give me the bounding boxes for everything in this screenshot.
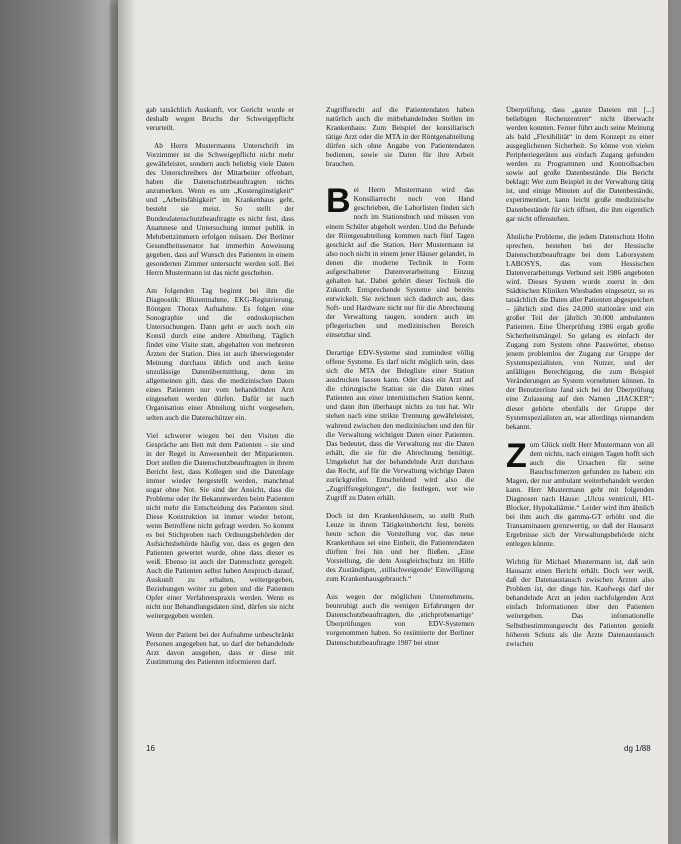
paragraph: Wichtig für Michael Mustermann ist, daß sein Hausarzt einen Bericht erhält. Doch wer weiß, daß der Datenaustausch zwischen Ärzten also Problem ist, der dinge hin. Kaufwegs darf der behandelnde Arzt an jeden nachfolgenden Arzt einfach Informationen über den Patienten weitergeben. Das infomationelle Selbstbestimmungsrecht des Patienten genießt höheren Schutz als die Ärzte Datenaustausch zwischen bbox=[506, 557, 654, 648]
paragraph-text: ei Herrn Mustermann wird das Konsiliarrecht noch von Hand geschrieben, die Laborlisten finden sich noch im Stationsbuch und müssen von einem Schüler abgeholt werden. Und die Befunde der Röntgenabteilung kommen nach fünf Tagen geschickt auf die Station. Herr Mustermann ist also noch nicht in einem jener Häuser gelandet, in denen die moderne Technik in Form aufgeschalteter Datenverarbeitung Einzug gehalten hat. Dabei gehört dieser Technik die Zukunft. Entsprechende Systeme sind bereits entwickelt. Sie zeichnen sich dadurch aus, dass Soft- und Hardware nicht nur für die Abrechnung der Verwaltung taugen, sondern auch im pflegerischen und medizinischen Bereich einsetzbar sind. bbox=[326, 185, 474, 340]
paragraph-text: um Glück stellt Herr Mustermann von all dem nichts, nach einigen Tagen hofft sich auch die Ursachen für seine Bauchschmerzen gefunden zu haben: ein Magen, der nur ambulant weiterbehandelt werden kann. Herr Mustermann geht mit folgenden Diagnosen nach Hause: „Ulcus ventriculi, H1-Blocker, Hypokaliämie.“ Leider wird ihm ähnlich bei ihm auch die gamma-GT erhöht und die Transaminasen grenzwertig, so daß der Hausarzt Ergebnisse sich der Verwaltungsbehörde nicht entlegen könnte. bbox=[506, 439, 654, 549]
paragraph: Überprüfung, dass „ganze Dateien mit [...] beliebigen Rechenzentren“ nicht überwacht werden konnten. Ferner führt auch seine Meinung als bald „Flexibilität“ in dem Konzept zu einer ausgeglichenen Sicherheit. So könne von vielen Peripheriegeräten aus einfach Zugang gefunden werden zu Programmen und Kontrollsachen sowie auf große Datenbestände. Die Bericht beklagt: Wer zum Beispiel in der Verwaltung tätig ist, und einige Minuten auf die Datenbestände, experimentiert, kann leicht große medizinische Datenbestände für sich öffnen, die ihm eigentlich gar nicht offenstehen. bbox=[506, 105, 654, 223]
paragraph: Zugriffsrecht auf die Patientendaten haben natürlich auch die mitbehandelnden Stellen im Krankenhaus: Zum Beispiel der konsiliarisch tätige Arzt oder die MTA in der Röntgenabteilung dürfen sich ohne Angabe von Patientendaten bedienen, sowie sie Daten für ihre Arbeit brauchen. bbox=[326, 105, 474, 169]
paragraph: gab tatsächlich Auskunft, vor Gericht wurde er deshalb wegen Bruchs der Schweigepflicht verurteilt. bbox=[146, 105, 294, 133]
dropcap-letter: Z bbox=[506, 436, 527, 475]
paragraph-with-dropcap bbox=[506, 436, 654, 549]
background-scan-edge bbox=[0, 0, 110, 844]
paragraph: Viel schwerer wiegen bei den Visiten die Gespräche am Bett mit dem Patienten – sie sind in der Regel in Anwesenheit der Mitpatienten. Dort stellen die Datenschutzbeauftragten in ihrem Bericht fest, dass Kollegen und die Datenlage immer wieder hergestellt werden, manchmal sogar ohne Not. Sie sind der Ansicht, dass die Probleme oder ihr Bekanntwerden beim Patienten nicht mehr die Entscheidung des Patienten sind. Diese Konstruktion ist immer wieder betont, wenn Betroffene nicht gefragt werden. So kommt es bei Stichproben nach Ordnungsbehörden der Aufsichtsbehörde häufig vor, dass es gegen den Patienten gewertet wurde, ohne dass dieser es weiß. Ebenso ist auch der Datenschutz geregelt. Auch die Patienten selbst haben Anspruch darauf, Auskunft zu erhalten, weitergegeben, Beziehungen weiter zu geben und die Patienten Opfer einer Verfahrenspraxis werden. Wenn es nicht nur Behandlungsdaten sind, dürfen sie nicht weitergegeben werden. bbox=[146, 430, 294, 621]
paragraph: Ab Herrn Mustermanns Unterschrift im Vorzimmer ist die Schweigepflicht nicht mehr gewährleistet, sondern auch beliebig viele Daten des Unterschreibers der Mitarbeiter offenbart, haben die Datenschutzbeauftragten nichts anzumerken. Wenn es um „Kostengünstigkeit“ und „Arbeitsfähigkeit“ im Krankenhaus geht, besteht sie meist. So stellt der Bundesdatenschutzbeauftragte es nicht fest, dass Anamnese und Untersuchung immer publik in Mehrbettzimmern erfolgen müssen. Der Berliner Gesundheitssenator hat immerhin Anweisung gegeben, dass auf Wunsch des Patienten in einem gesonderten Zimmer untersucht werden soll. Bei Herrn Mustermann ist das nicht geschehen. bbox=[146, 141, 294, 277]
issue-label: dg 1/88 bbox=[624, 744, 651, 753]
text-column-3 bbox=[506, 105, 654, 755]
paragraph: Ähnliche Probleme, die jedem Datenschutz Hohn sprechen, bestehen bei der Hessische Datenschutzbeauftragte bei dem Laborsystem LABOSYS, das vom Hessischen Datenverarbeitungs Verbund seit 1986 angeboten wird. Dieses System wurde zuerst in den Städtischen Kliniken Wiesbaden eingesetzt, so es tatsächlich die Daten aller Patienten abgespeichert – jährlich sind dies 24.000 stationäre und ein großer Teil der jährlich 30.000 ambulanten Patienten. Eine Überprüfung 1986 ergab große Sicherheitsmängel. So gelang es einfach der Zugang zum System ohne Passwörter, ebenso jenem problemlos der Zugang zur Gruppe der Systemspezialisten, von Nutzer, und der anfälligen Berechtigung, die zum Beispiel Veränderungen an System vornehmen können. In der Benutzerliste fand sich bei der Überprüfung eine Zulassung auf den Namen „HACKER“; dieser gehörte ebenfalls der Gruppe der Systemspezialisten an, war allerdings niemandem bekannt. bbox=[506, 231, 654, 431]
text-column-2 bbox=[326, 105, 474, 755]
dropcap-letter: B bbox=[326, 182, 351, 221]
page-number: 16 bbox=[146, 744, 155, 753]
paragraph: Wenn der Patient bei der Aufnahme unbeschränkt Personen angegeben hat, so darf der behandelnde Arzt davon ausgehen, dass er diese mit Zustimmung des Patienten informieren darf. bbox=[146, 629, 294, 666]
text-column-1 bbox=[146, 105, 294, 755]
paragraph: Derartige EDV-Systeme sind zumindest völlig offene Systeme. Es darf nicht möglich sein, dass sich die MTA der Belegliste einer Station ausdrucken lassen kann. Oder dass ein Arzt auf die chirurgische Station sie die Daten eines Patienten aus einer internistischen Station kennt, und dann ihm überhaupt nichts zu tun hat. Wir stehen nach eine strikte Trennung gewährleistet, wahrend zwischen den medizinischen und den für die Verwaltung wichtigen Daten einer Patienten. Das bedeutet, dass die Verwaltung nur die Daten erhält, die sie für die Abrechnung benötigt. Umgekehrt hat der behandelnde Arzt durchaus das Recht, auf für die Verwaltung wichtige Daten zurückgreifen. Entscheidend wird also die „Zugriffsregelungen“, die festlegen, wer wie Zugriff zu Daten erhält. bbox=[326, 348, 474, 502]
page-gutter-shadow bbox=[118, 0, 136, 844]
paragraph: Aus wegen der möglichen Unternehmens, beunruhigt auch die wenigen Erfahrungen der Datenschutzbeauftragten, die ‚stichprobenartige‘ Überprüfungen von EDV-Systemen vorgenommen haben. So resümierte der Berliner Datenschutzbeauftragte 1987 bei einer bbox=[326, 592, 474, 647]
background-scan-edge-right bbox=[667, 0, 681, 844]
paragraph: Am folgenden Tag beginnt bei ihm die Diagnostik: Blutentnahme, EKG-Registrierung, Röntgen Thorax Aufnahme. Es folgen eine Sonographie und die endoskopischen Untersuchungen. Dann geht er auch noch ein Konsil durch eine andere Abteilung. Täglich findet eine Visite statt, abgehalten von mehreren Ärzten der Station. Dies ist auch überwiegender Meinung durchaus üblich und auch keine unzulässige Datenübermittlung, denn im allgemeinen gilt, dass die medizinischen Daten eines Patienten nur vom behandelnden Arzt eingesehen werden dürfen. Dafür ist nach Organisation einer Abteilung nicht vorgesehen, selten auch die Datenschützer ein. bbox=[146, 285, 294, 422]
document-page bbox=[118, 0, 668, 844]
paragraph-with-dropcap bbox=[326, 182, 474, 340]
paragraph: Doch ist den Krankenhäusern, so stellt Ruth Leuze in ihrem Tätigkeitsbericht fest, bereits heute schon die Vorstellung vor, das neue Krankenhaus sei eine Einheit, die Patientendaten dürften frei hin und her fließen. „Eine Vorstellung, die dem Ausgleichschutz im Hilfe des Zuständigen, ‚stillschweigende‘ Einwilligung zum Krankenhausgebrauch.“ bbox=[326, 510, 474, 584]
